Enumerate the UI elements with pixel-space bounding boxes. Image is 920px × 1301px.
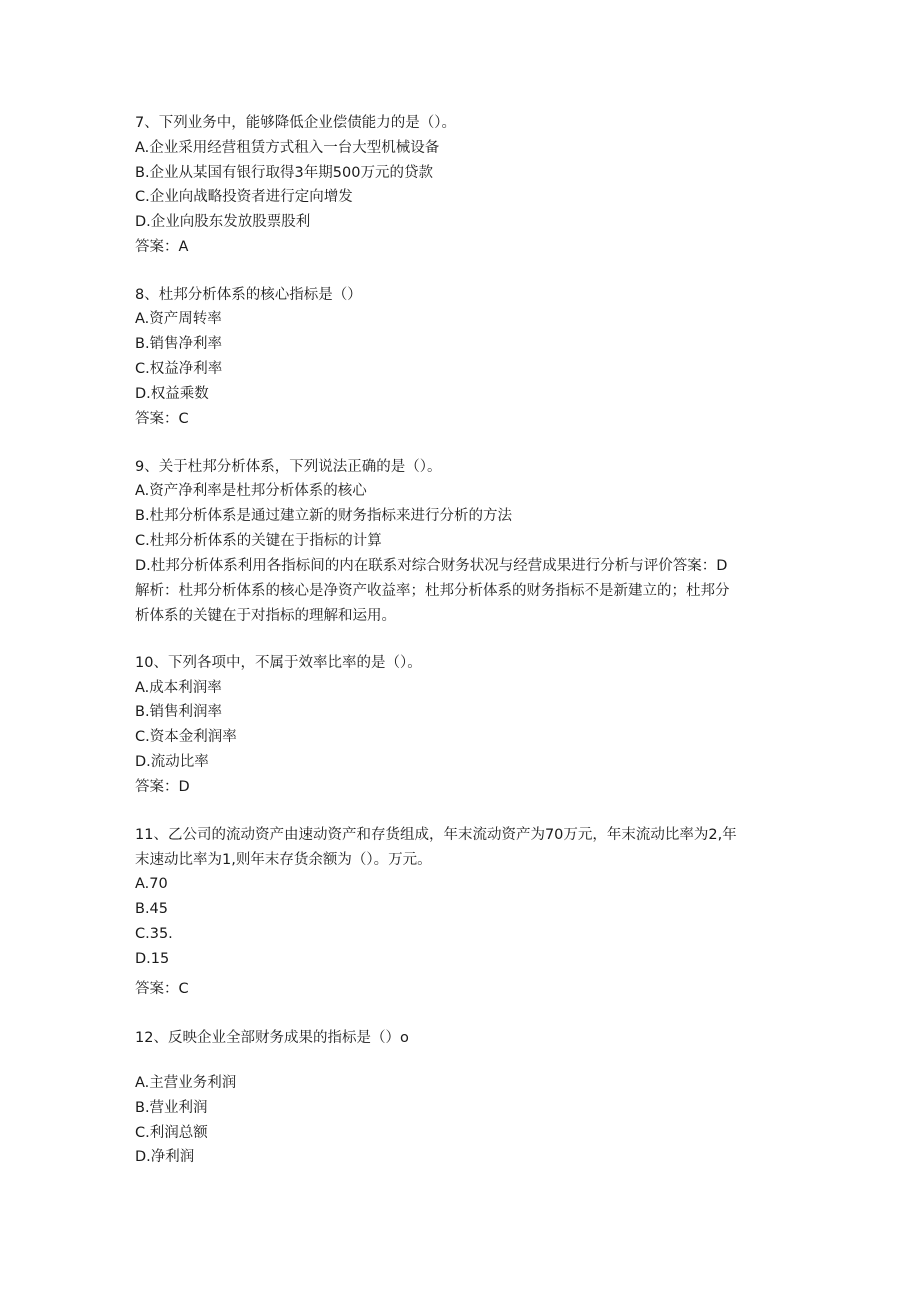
question-12-option-d: D.净利润 — [135, 1149, 195, 1165]
question-12-text: 12、反映企业全部财务成果的指标是（）o — [135, 1030, 409, 1046]
question-8-option-b: B.销售净利率 — [135, 336, 223, 352]
question-9-option-d: D.杜邦分析体系利用各指标间的内在联系对综合财务状况与经营成果进行分析与评价答案：D — [135, 558, 728, 574]
question-9-analysis-line-2: 析体系的关键在于对指标的理解和运用。 — [135, 608, 396, 624]
question-10-answer: 答案：D — [135, 779, 190, 795]
question-9-text: 9、关于杜邦分析体系，下列说法正确的是（）。 — [135, 459, 442, 475]
question-12-option-b: B.营业利润 — [135, 1100, 208, 1116]
question-11-text-line-1: 11、乙公司的流动资产由速动资产和存货组成，年末流动资产为70万元，年末流动比率为2,年 — [135, 827, 737, 843]
question-7-answer: 答案：A — [135, 239, 189, 255]
question-10-option-b: B.销售利润率 — [135, 704, 223, 720]
question-10-option-d: D.流动比率 — [135, 754, 209, 770]
question-10-option-a: A.成本利润率 — [135, 680, 222, 696]
question-7-option-c: C.企业向战略投资者进行定向增发 — [135, 189, 353, 205]
question-9-option-b: B.杜邦分析体系是通过建立新的财务指标来进行分析的方法 — [135, 508, 513, 524]
question-8-option-d: D.权益乘数 — [135, 386, 209, 402]
question-10-option-c: C.资本金利润率 — [135, 729, 237, 745]
question-7-option-d: D.企业向股东发放股票股利 — [135, 214, 311, 230]
question-11-option-b: B.45 — [135, 901, 169, 917]
question-7-option-a: A.企业采用经营租赁方式租入一台大型机械设备 — [135, 140, 440, 156]
question-9-analysis-line-1: 解析：杜邦分析体系的核心是净资产收益率；杜邦分析体系的财务指标不是新建立的；杜邦分 — [135, 583, 730, 599]
question-7-option-b: B.企业从某国有银行取得3年期500万元的贷款 — [135, 165, 433, 181]
question-9-option-a: A.资产净利率是杜邦分析体系的核心 — [135, 483, 367, 499]
question-11-text-line-2: 末速动比率为1,则年末存货余额为（）。万元。 — [135, 852, 432, 868]
question-11-option-c: C.35. — [135, 926, 173, 942]
question-11-answer: 答案：C — [135, 981, 189, 997]
question-8-option-c: C.权益净利率 — [135, 361, 223, 377]
question-8-text: 8、杜邦分析体系的核心指标是（） — [135, 287, 362, 303]
question-11-option-d: D.15 — [135, 951, 170, 967]
question-12-option-a: A.主营业务利润 — [135, 1075, 237, 1091]
question-10-text: 10、下列各项中，不属于效率比率的是（）。 — [135, 655, 422, 671]
question-9-option-c: C.杜邦分析体系的关键在于指标的计算 — [135, 533, 382, 549]
question-7-text: 7、下列业务中，能够降低企业偿债能力的是（）。 — [135, 115, 456, 131]
question-12-option-c: C.利润总额 — [135, 1125, 208, 1141]
question-8-answer: 答案：C — [135, 411, 189, 427]
question-11-option-a: A.70 — [135, 876, 168, 892]
question-8-option-a: A.资产周转率 — [135, 311, 222, 327]
